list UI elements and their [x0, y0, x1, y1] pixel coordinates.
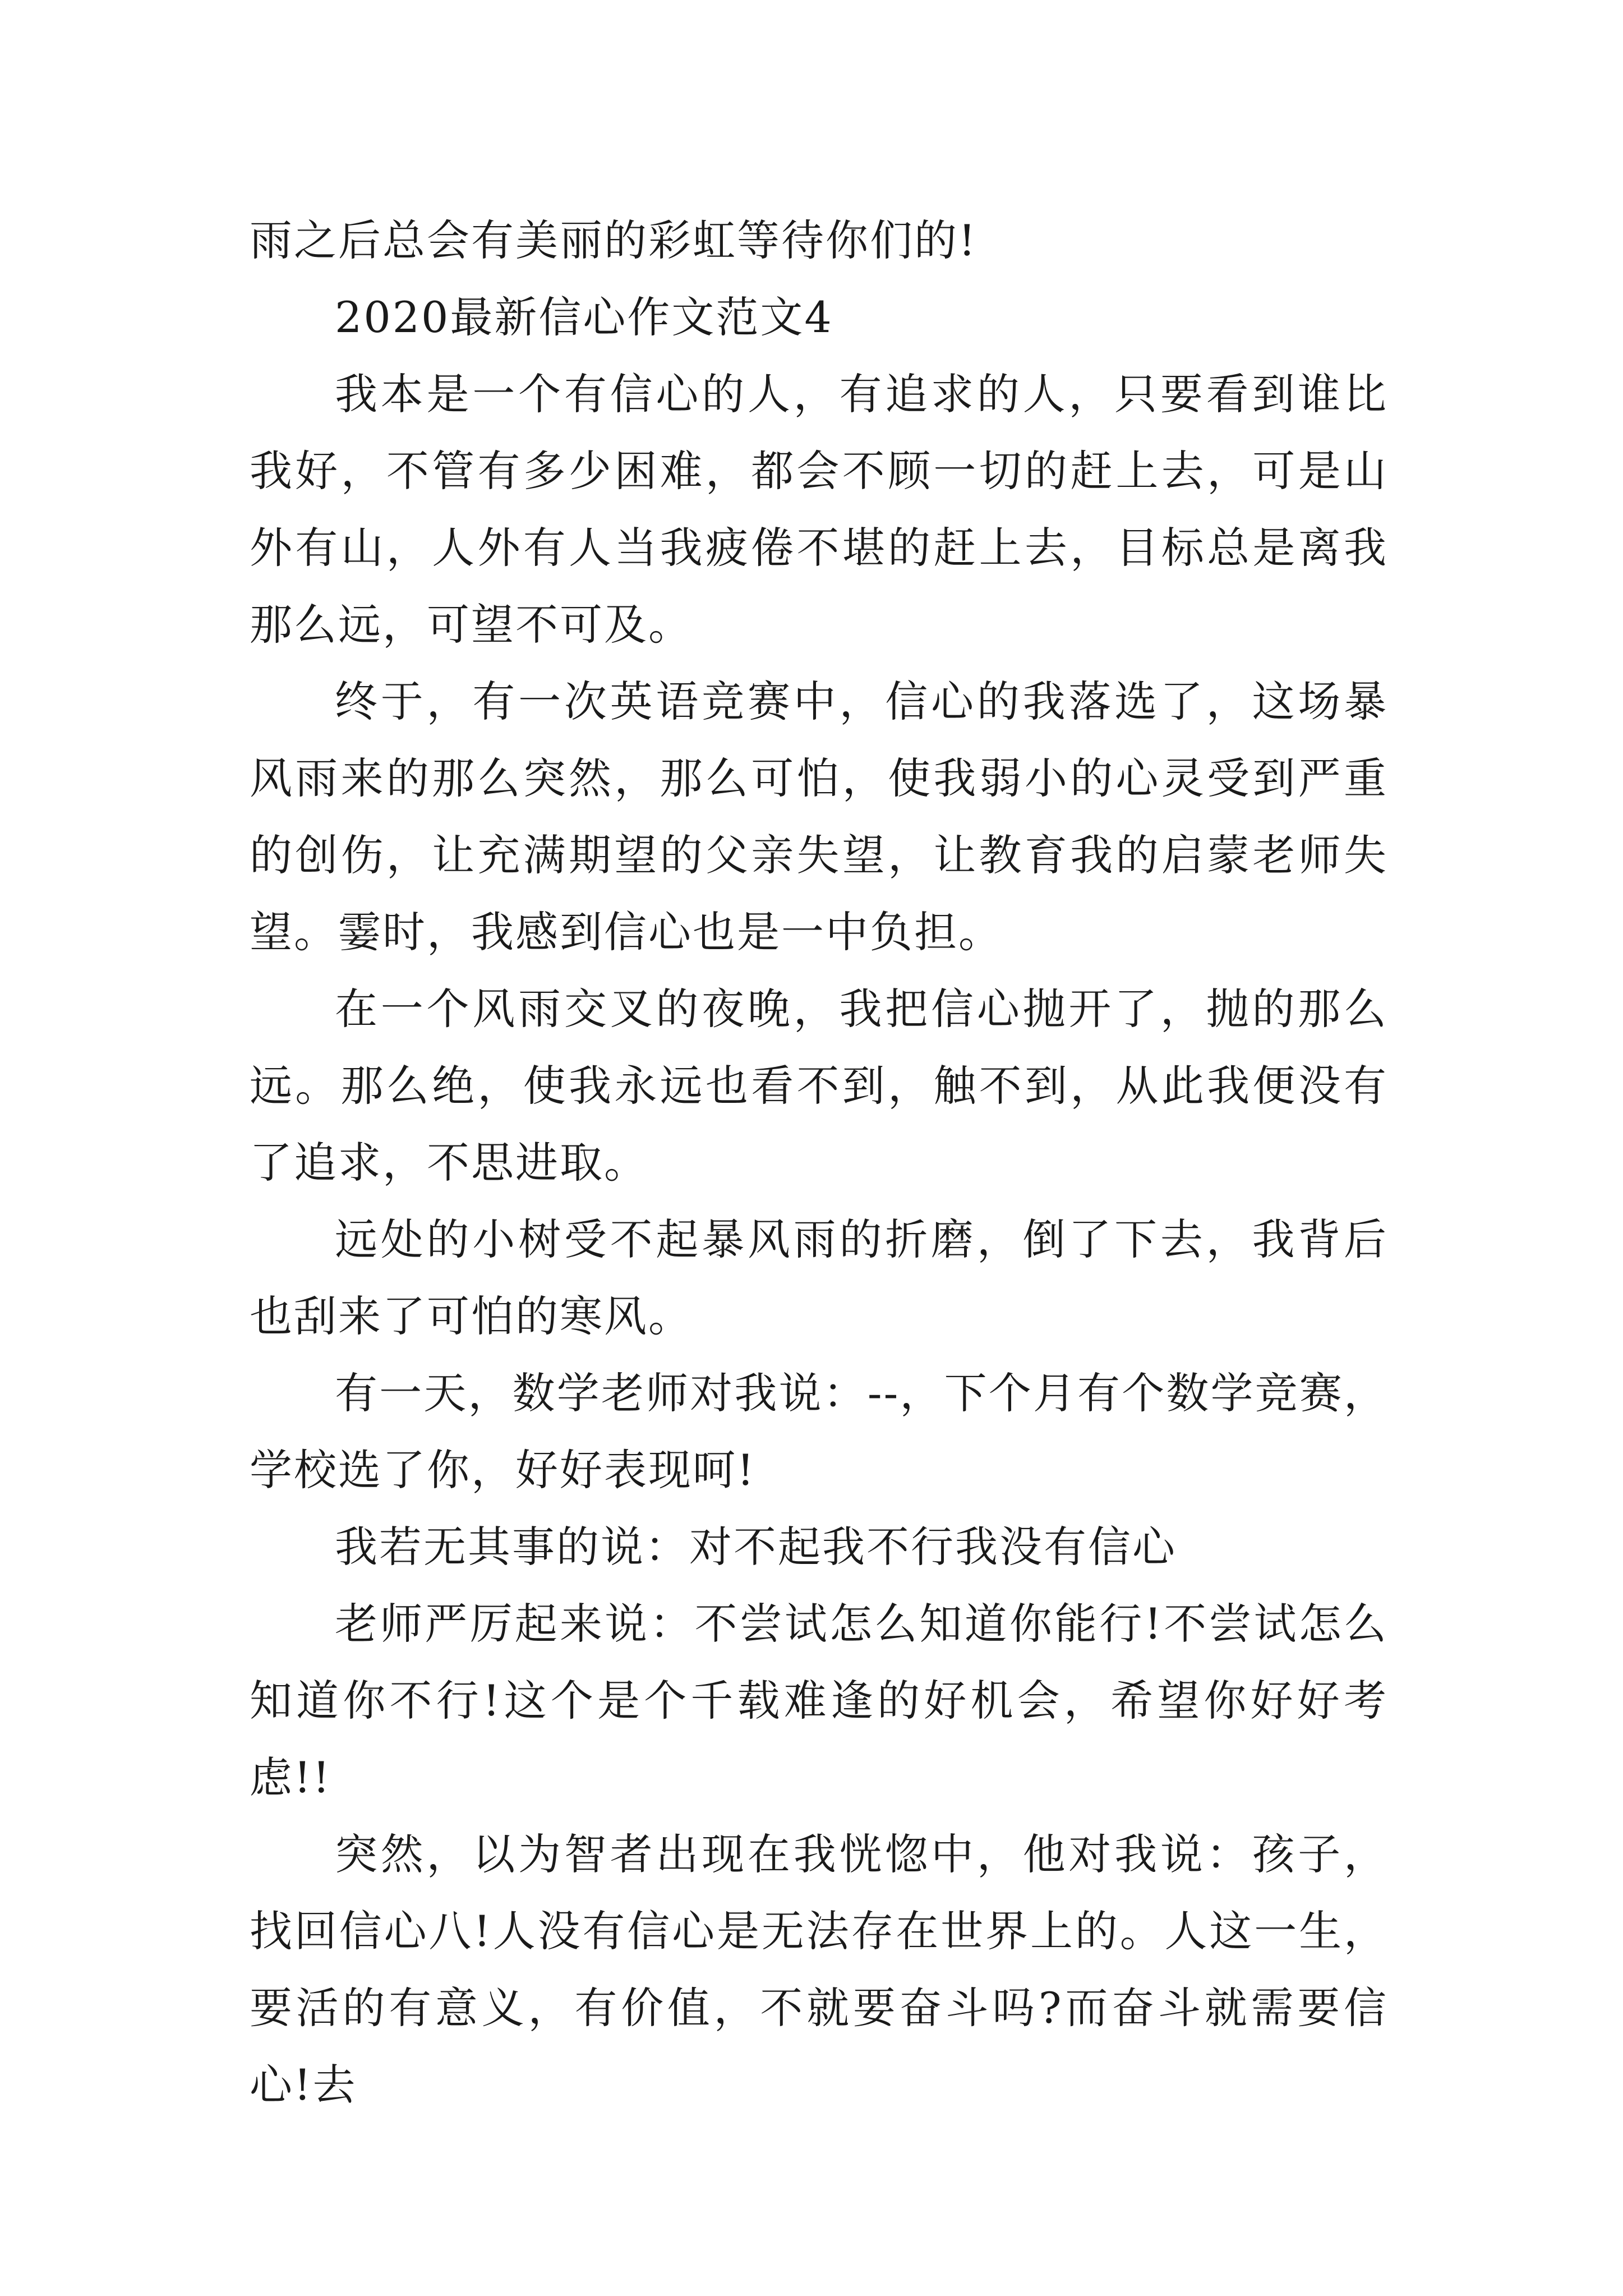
- section-heading: 2020最新信心作文范文4: [335, 292, 833, 342]
- paragraph: 老师严厉起来说：不尝试怎么知道你能行!不尝试怎么知道你不行!这个是个千载难逢的好机会，希望你好好考虑!!: [250, 1599, 1388, 1802]
- paragraph-continuation: 雨之后总会有美丽的彩虹等待你们的!: [250, 215, 978, 265]
- paragraph: 有一天，数学老师对我说：--，下个月有个数学竞赛，学校选了你，好好表现呵!: [250, 1368, 1388, 1495]
- paragraph: 突然，以为智者出现在我恍惚中，他对我说：孩子，找回信心八!人没有信心是无法存在世界上的。人这一生，要活的有意义，有价值，不就要奋斗吗?而奋斗就需要信心!去: [250, 1829, 1388, 2110]
- paragraph: 我若无其事的说：对不起我不行我没有信心: [335, 1522, 1177, 1572]
- paragraph: 我本是一个有信心的人，有追求的人，只要看到谁比我好，不管有多少困难，都会不顾一切的赶上去，可是山外有山，人外有人当我疲倦不堪的赶上去，目标总是离我那么远，可望不可及。: [250, 369, 1388, 650]
- paragraph: 在一个风雨交叉的夜晚，我把信心抛开了，抛的那么远。那么绝，使我永远也看不到，触不到，从此我便没有了追求，不思进取。: [250, 984, 1388, 1188]
- paragraph: 远处的小树受不起暴风雨的折磨，倒了下去，我背后也刮来了可怕的寒风。: [250, 1214, 1388, 1341]
- paragraph: 终于，有一次英语竞赛中，信心的我落选了，这场暴风雨来的那么突然，那么可怕，使我弱小的心灵受到严重的创伤，让充满期望的父亲失望，让教育我的启蒙老师失望。霎时，我感到信心也是一中负担。: [250, 677, 1388, 957]
- document-body: [250, 202, 1388, 2123]
